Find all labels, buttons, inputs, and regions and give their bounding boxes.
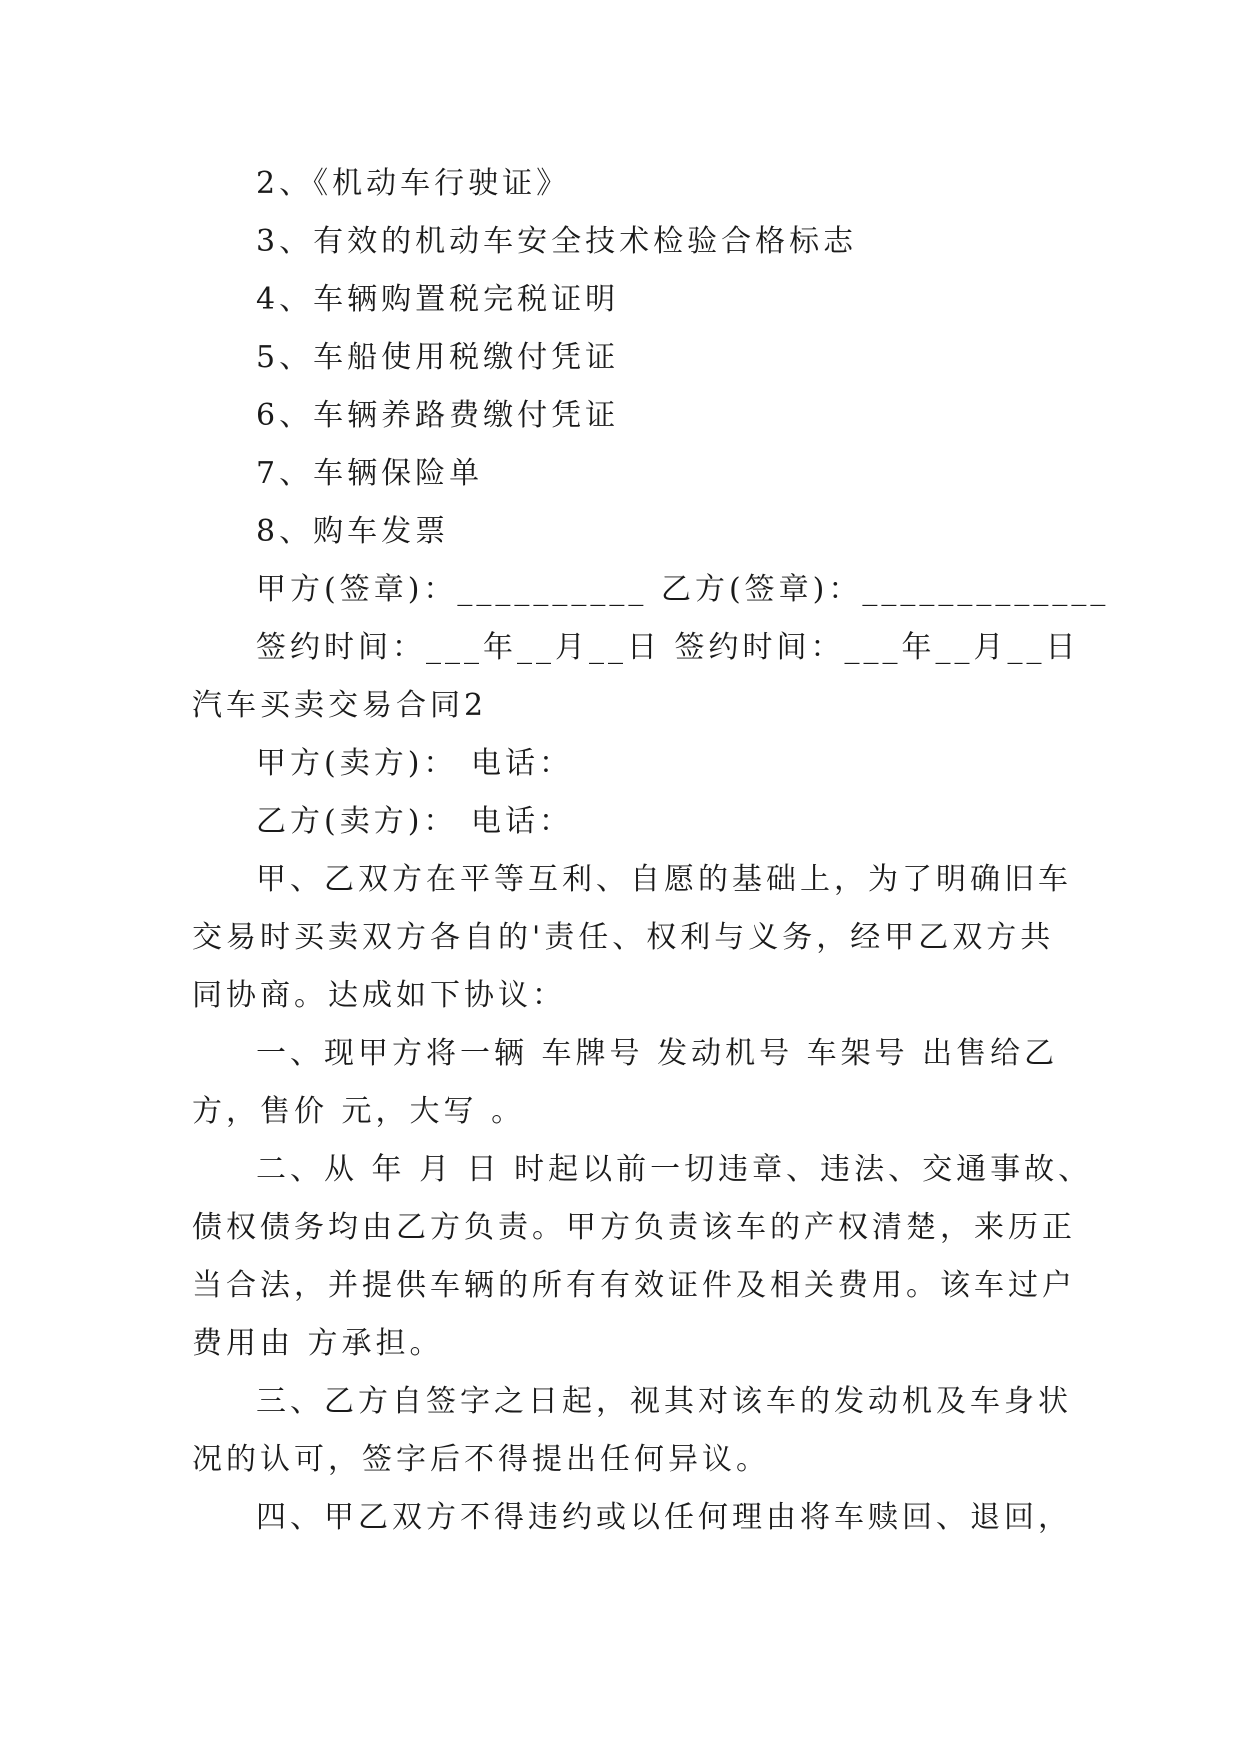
- list-item: 2、《机动车行驶证》: [256, 166, 571, 201]
- party-a-line: 甲方(卖方)： 电话：: [256, 746, 573, 781]
- paragraph-line: 甲、乙双方在平等互利、自愿的基础上，为了明确旧车: [256, 862, 1072, 897]
- list-item: 3、有效的机动车安全技术检验合格标志: [256, 224, 858, 259]
- party-b-line: 乙方(卖方)： 电话：: [256, 804, 573, 839]
- list-item: 8、购车发票: [256, 514, 450, 549]
- paragraph-line: 一、现甲方将一辆 车牌号 发动机号 车架号 出售给乙: [256, 1036, 1059, 1071]
- paragraph-line: 三、乙方自签字之日起，视其对该车的发动机及车身状: [256, 1384, 1072, 1419]
- paragraph-line: 况的认可，签字后不得提出任何异议。: [192, 1442, 770, 1477]
- list-item: 7、车辆保险单: [256, 456, 484, 491]
- paragraph-line: 四、甲乙双方不得违约或以任何理由将车赎回、退回，: [256, 1500, 1072, 1535]
- list-item: 4、车辆购置税完税证明: [256, 282, 620, 317]
- paragraph-line: 债权债务均由乙方负责。甲方负责该车的产权清楚，来历正: [192, 1210, 1076, 1245]
- paragraph-line: 当合法，并提供车辆的所有有效证件及相关费用。该车过户: [192, 1268, 1076, 1303]
- paragraph-line: 方，售价 元，大写 。: [192, 1094, 526, 1129]
- document-title: 汽车买卖交易合同2: [192, 688, 488, 723]
- paragraph-line: 二、从 年 月 日 时起以前一切违章、违法、交通事故、: [256, 1152, 1093, 1187]
- list-item: 5、车船使用税缴付凭证: [256, 340, 620, 375]
- list-item: 6、车辆养路费缴付凭证: [256, 398, 620, 433]
- paragraph-line: 费用由 方承担。: [192, 1326, 444, 1361]
- paragraph-line: 同协商。达成如下协议：: [192, 978, 566, 1013]
- date-line: 签约时间：___年__月__日 签约时间：___年__月__日: [256, 630, 1080, 665]
- paragraph-line: 交易时买卖双方各自的'责任、权利与义务，经甲乙双方共: [192, 920, 1055, 955]
- signature-line: 甲方(签章)：__________ 乙方(签章)：_____________: [256, 572, 1110, 607]
